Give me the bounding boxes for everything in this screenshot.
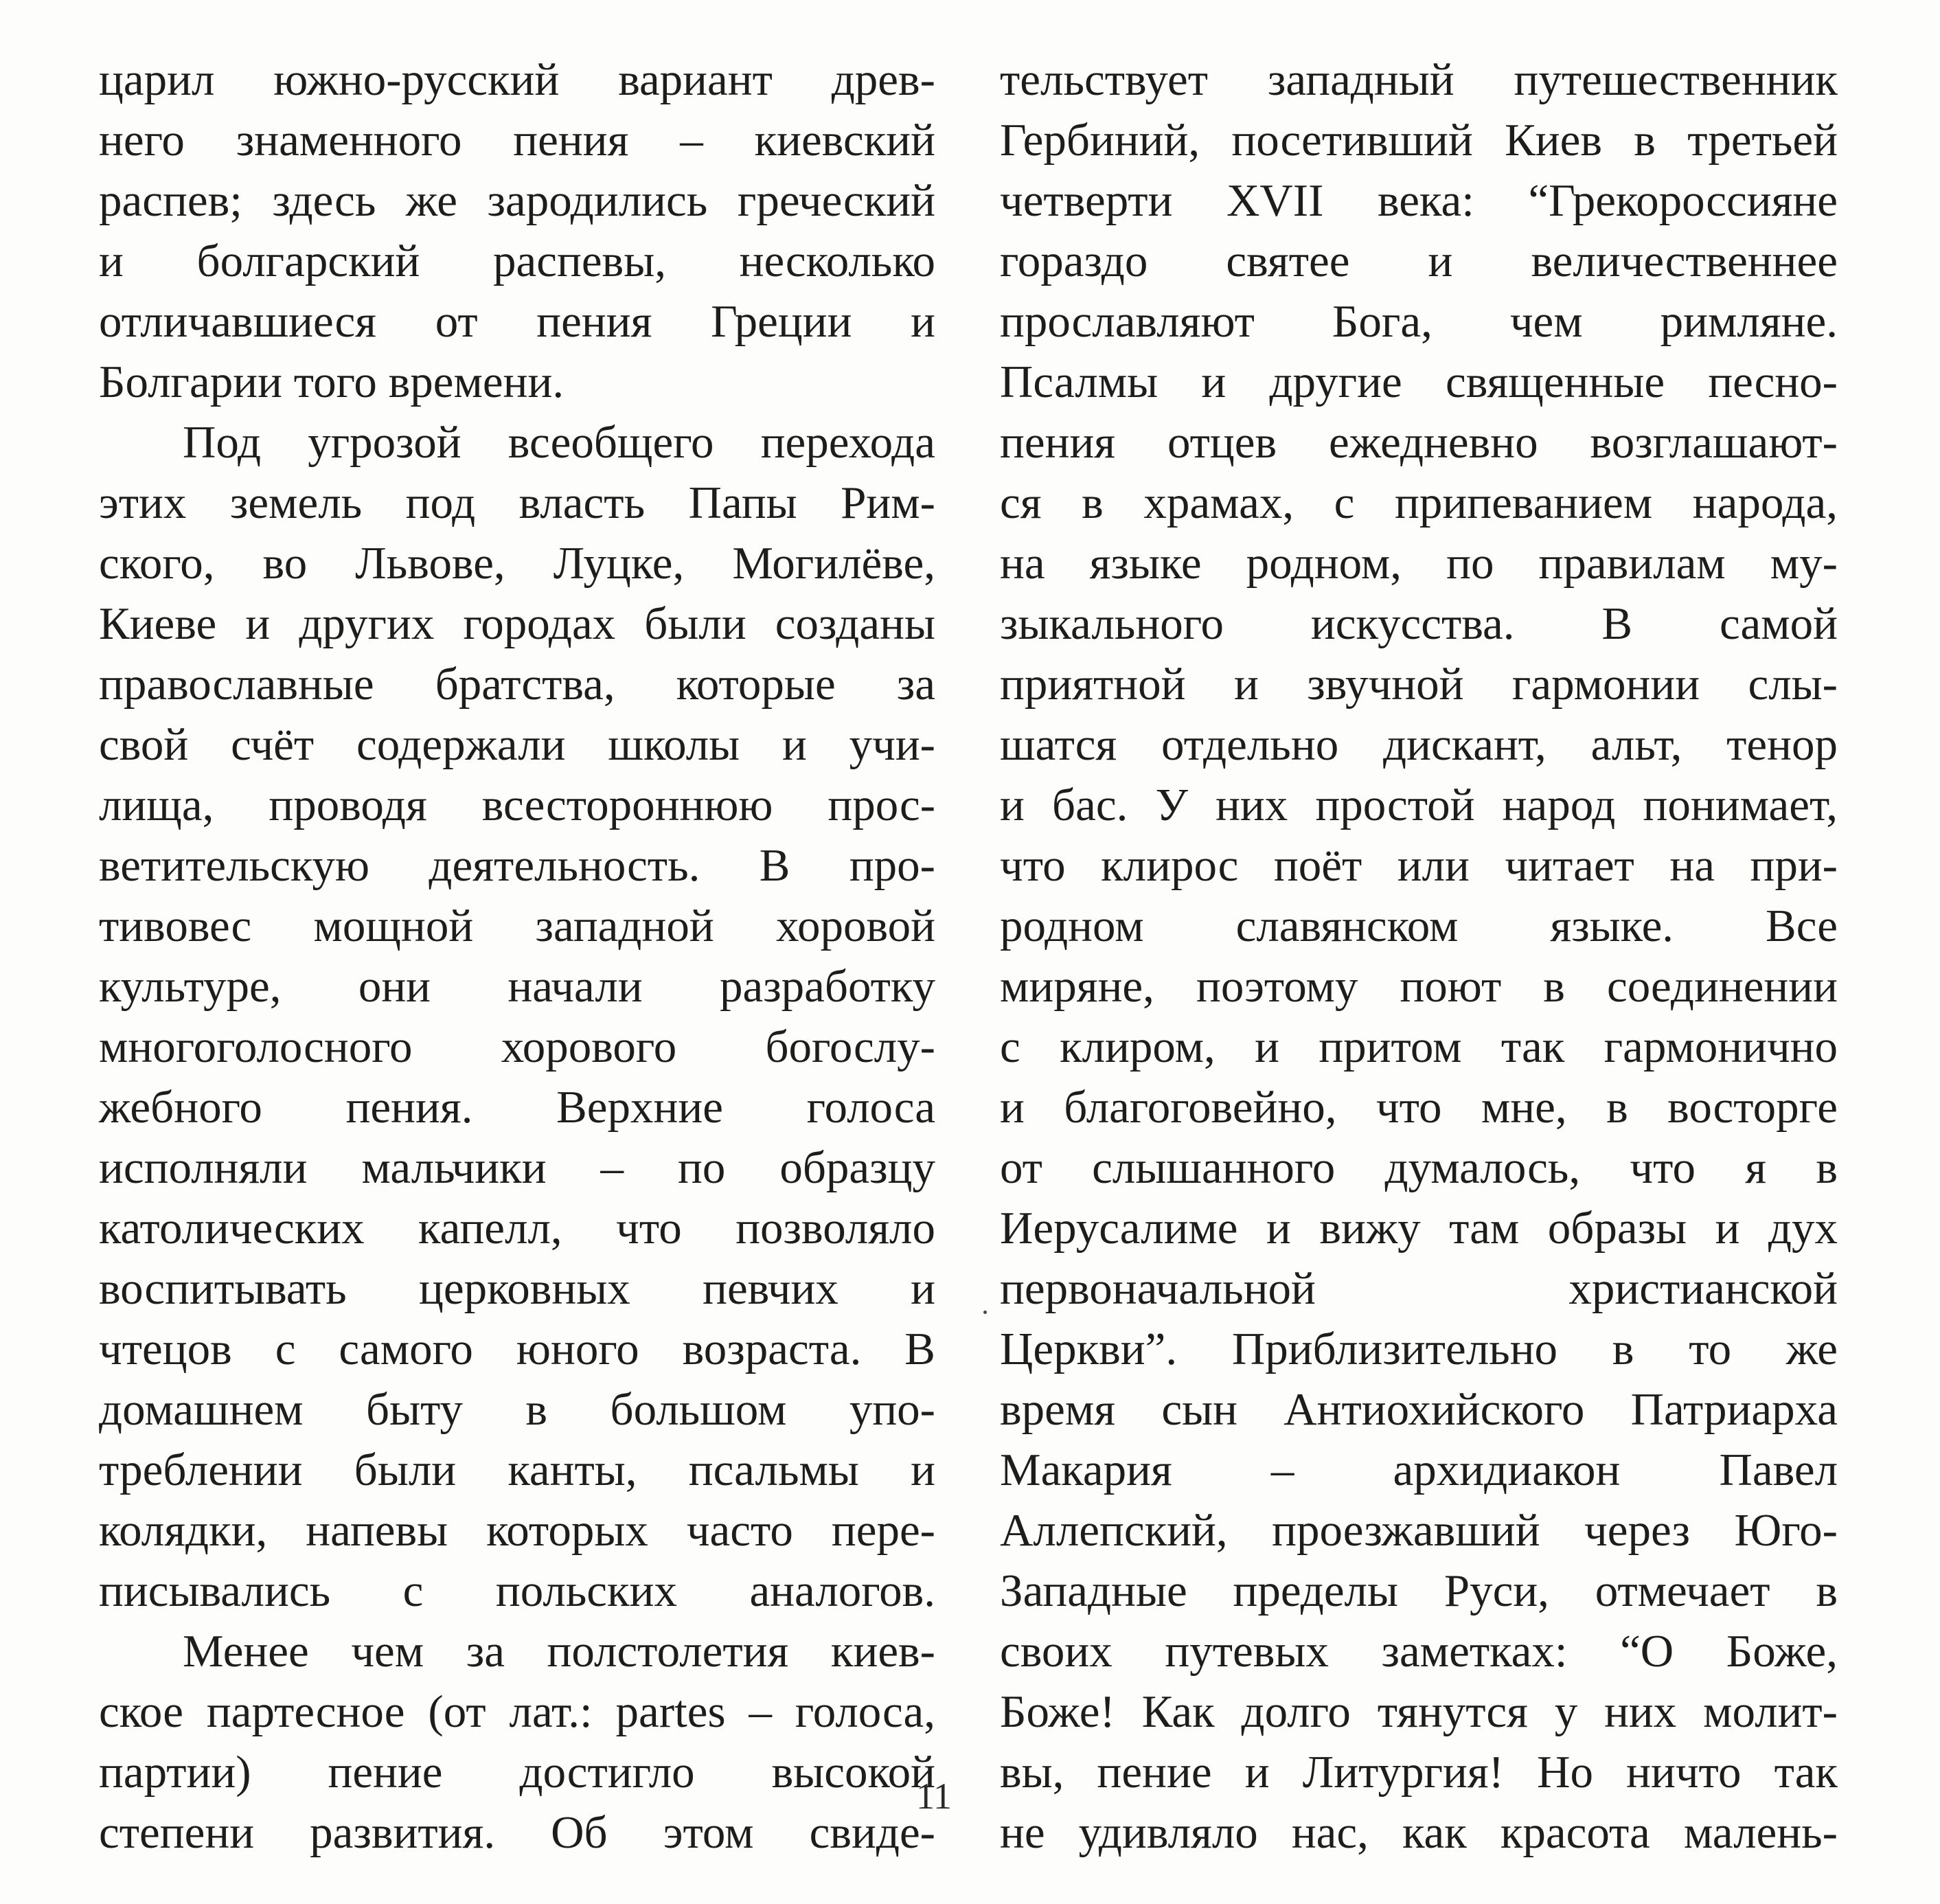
text-line: распев; здесь же зародились греческий bbox=[99, 175, 935, 226]
text-line: Церкви”. Приблизительно в то же bbox=[1000, 1324, 1838, 1374]
text-line: этих земель под власть Папы Рим- bbox=[99, 477, 935, 528]
text-line: исполняли мальчики – по образцу bbox=[99, 1142, 935, 1193]
text-line: воспитывать церковных певчих и bbox=[99, 1263, 935, 1314]
right-text-column bbox=[1000, 49, 1838, 1863]
text-line: Боже! Как долго тянутся у них молит- bbox=[1000, 1686, 1838, 1737]
text-line: на языке родном, по правилам му- bbox=[1000, 538, 1838, 589]
text-line: не удивляло нас, как красота малень- bbox=[1000, 1807, 1838, 1858]
text-line: многоголосного хорового богослу- bbox=[99, 1021, 935, 1072]
text-line: царил южно-русский вариант древ- bbox=[99, 54, 935, 105]
text-line: гораздо святее и величественнее bbox=[1000, 236, 1838, 286]
text-line: Гербиний, посетивший Киев в третьей bbox=[1000, 115, 1838, 166]
left-text-column bbox=[99, 49, 935, 1863]
text-line: Макария – архидиакон Павел bbox=[1000, 1444, 1838, 1495]
text-line: католических капелл, что позволяло bbox=[99, 1203, 935, 1254]
text-line: от слышанного думалось, что я в bbox=[1000, 1142, 1838, 1193]
text-line: ветительскую деятельность. В про- bbox=[99, 840, 935, 891]
text-line: время сын Антиохийского Патриарха bbox=[1000, 1384, 1838, 1435]
text-line: Менее чем за полстолетия киев- bbox=[183, 1626, 935, 1677]
text-line: православные братства, которые за bbox=[99, 659, 935, 710]
text-line: и бас. У них простой народ понимает, bbox=[1000, 780, 1838, 830]
text-line: своих путевых заметках: “О Боже, bbox=[1000, 1626, 1838, 1677]
text-line: миряне, поэтому поют в соединении bbox=[1000, 961, 1838, 1012]
text-line: тельствует западный путешественник bbox=[1000, 54, 1838, 105]
text-line: жебного пения. Верхние голоса bbox=[99, 1082, 935, 1133]
text-line: и благоговейно, что мне, в восторге bbox=[1000, 1082, 1838, 1133]
text-line: пения отцев ежедневно возглашают- bbox=[1000, 417, 1838, 468]
text-line: Псалмы и другие священные песно- bbox=[1000, 356, 1838, 407]
text-line: ся в храмах, с припеванием народа, bbox=[1000, 477, 1838, 528]
text-line: вы, пение и Литургия! Но ничто так bbox=[1000, 1747, 1838, 1798]
text-line: чтецов с самого юного возраста. В bbox=[99, 1324, 935, 1374]
text-line: приятной и звучной гармонии слы- bbox=[1000, 659, 1838, 710]
text-line: Киеве и других городах были созданы bbox=[99, 598, 935, 649]
text-line: прославляют Бога, чем римляне. bbox=[1000, 296, 1838, 347]
text-line: ское партесное (от лат.: partes – голоса, bbox=[99, 1686, 935, 1737]
text-line: тивовес мощной западной хоровой bbox=[99, 900, 935, 951]
text-line: родном славянском языке. Все bbox=[1000, 900, 1838, 951]
print-speck bbox=[983, 1311, 987, 1314]
text-line: первоначальной христианской bbox=[1000, 1263, 1838, 1314]
text-line: и болгарский распевы, несколько bbox=[99, 236, 935, 286]
text-line: лища, проводя всестороннюю прос- bbox=[99, 780, 935, 830]
text-line: партии) пение достигло высокой bbox=[99, 1747, 935, 1798]
text-line: писывались с польских аналогов. bbox=[99, 1565, 935, 1616]
text-line: шатся отдельно дискант, альт, тенор bbox=[1000, 719, 1838, 770]
text-line: зыкального искусства. В самой bbox=[1000, 598, 1838, 649]
text-line: Болгарии того времени. bbox=[99, 356, 564, 407]
text-line: что клирос поёт или читает на при- bbox=[1000, 840, 1838, 891]
text-line: треблении были канты, псальмы и bbox=[99, 1444, 935, 1495]
text-line: домашнем быту в большом упо- bbox=[99, 1384, 935, 1435]
text-line: ского, во Львове, Луцке, Могилёве, bbox=[99, 538, 935, 589]
page-number: 11 bbox=[916, 1776, 952, 1817]
text-line: Под угрозой всеобщего перехода bbox=[183, 417, 935, 468]
text-line: культуре, они начали разработку bbox=[99, 961, 935, 1012]
text-line: него знаменного пения – киевский bbox=[99, 115, 935, 166]
text-line: с клиром, и притом так гармонично bbox=[1000, 1021, 1838, 1072]
text-line: Иерусалиме и вижу там образы и дух bbox=[1000, 1203, 1838, 1254]
text-line: колядки, напевы которых часто пере- bbox=[99, 1505, 935, 1556]
text-line: степени развития. Об этом свиде- bbox=[99, 1807, 935, 1858]
text-line: четверти XVII века: “Грекороссияне bbox=[1000, 175, 1838, 226]
text-line: Аллепский, проезжавший через Юго- bbox=[1000, 1505, 1838, 1556]
text-line: свой счёт содержали школы и учи- bbox=[99, 719, 935, 770]
text-line: отличавшиеся от пения Греции и bbox=[99, 296, 935, 347]
text-line: Западные пределы Руси, отмечает в bbox=[1000, 1565, 1838, 1616]
